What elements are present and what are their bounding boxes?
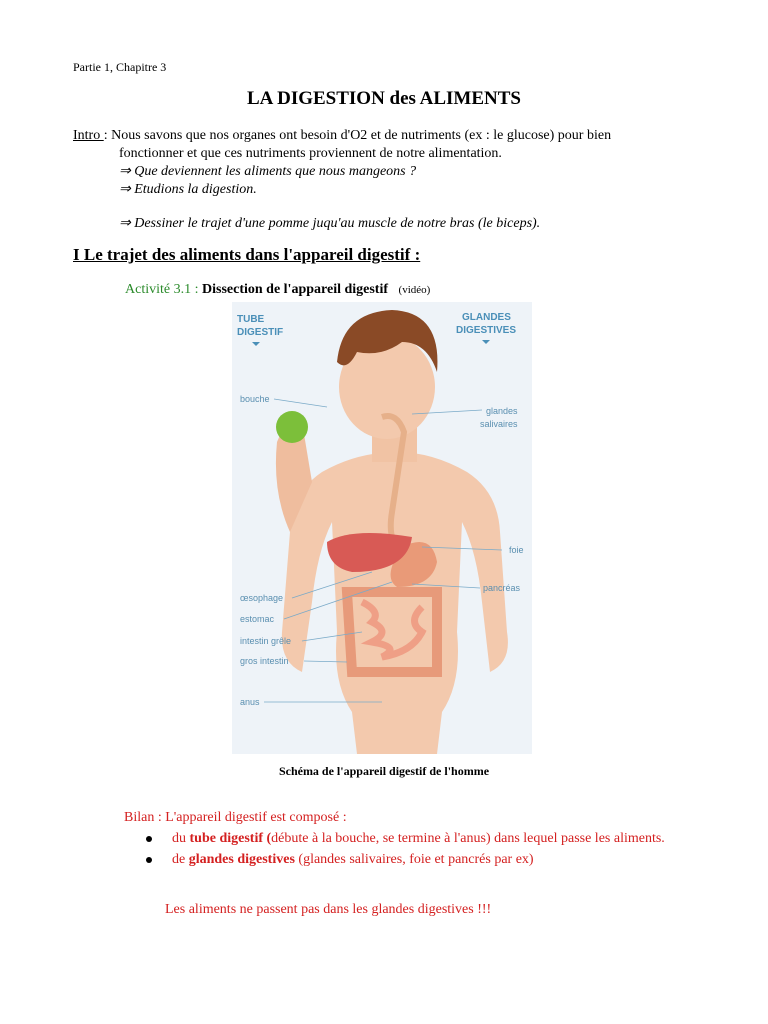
page-title: LA DIGESTION des ALIMENTS [247,88,521,109]
intro-label: Intro [73,128,104,143]
label-intestin-grele: intestin grêle [240,636,292,646]
activity-name: Dissection de l'appareil digestif [202,282,389,297]
glands-header-1: GLANDES [462,312,511,323]
intro-line-2: fonctionner et que ces nutriments proviennent de notre alimentation. [119,146,502,161]
activity-line [125,282,430,298]
figure-caption: Schéma de l'appareil digestif de l'homme [278,764,490,778]
bilan-list [146,830,706,872]
item-2-post: (glandes salivaires, foie et pancrés par ex) [294,852,534,867]
apple-icon [276,411,308,443]
item-1-post: débute à la bouche, se termine à l'anus) dans lequel passe les aliments. [271,831,665,846]
label-bouche: bouche [240,394,270,404]
label-anus: anus [240,697,260,707]
item-2-pre: de [172,852,189,867]
label-gros-intestin: gros intestin [240,656,289,666]
activity-note: (vidéo) [398,284,431,296]
chapter-header: Partie 1, Chapitre 3 [73,60,167,74]
item-2-bold: glandes digestives [188,852,295,867]
question-3: Dessiner le trajet d'une pomme juqu'au muscle de notre bras (le biceps). [134,216,541,231]
conclusion: Les aliments ne passent pas dans les glandes digestives !!! [165,902,492,917]
intro-colon: : [103,128,108,143]
item-1-bold: tube digestif ( [189,831,272,846]
question-1: Que deviennent les aliments que nous mangeons ? [134,164,417,179]
label-foie: foie [509,545,524,555]
label-estomac: estomac [240,614,275,624]
intro-block [73,127,713,233]
label-oesophage: œsophage [240,593,284,603]
label-salivaires: salivaires [480,419,518,429]
bullet-icon [146,857,152,863]
label-glandes: glandes [486,406,518,416]
digestive-system-figure [232,302,532,754]
tube-header-1: TUBE [237,314,265,325]
list-item [146,830,706,847]
bilan-intro: Bilan : L'appareil digestif est composé : [124,810,347,825]
bullet-icon [146,836,152,842]
tube-header-2: DIGESTIF [237,327,284,338]
label-pancreas: pancréas [483,583,521,593]
activity-label: Activité 3.1 : [125,282,202,297]
arrow-glyph: ⇒ [119,182,131,197]
intro-line-1: Nous savons que nos organes ont besoin d'O2 et de nutriments (ex : le glucose) pour bien [111,128,612,143]
item-1-pre: du [172,831,190,846]
section-heading: I Le trajet des aliments dans l'appareil digestif : [73,245,421,264]
arrow-glyph: ⇒ [119,164,131,179]
glands-header-2: DIGESTIVES [456,325,517,336]
arrow-glyph: ⇒ [119,216,131,231]
question-2: Etudions la digestion. [134,182,257,197]
list-item [146,851,706,868]
